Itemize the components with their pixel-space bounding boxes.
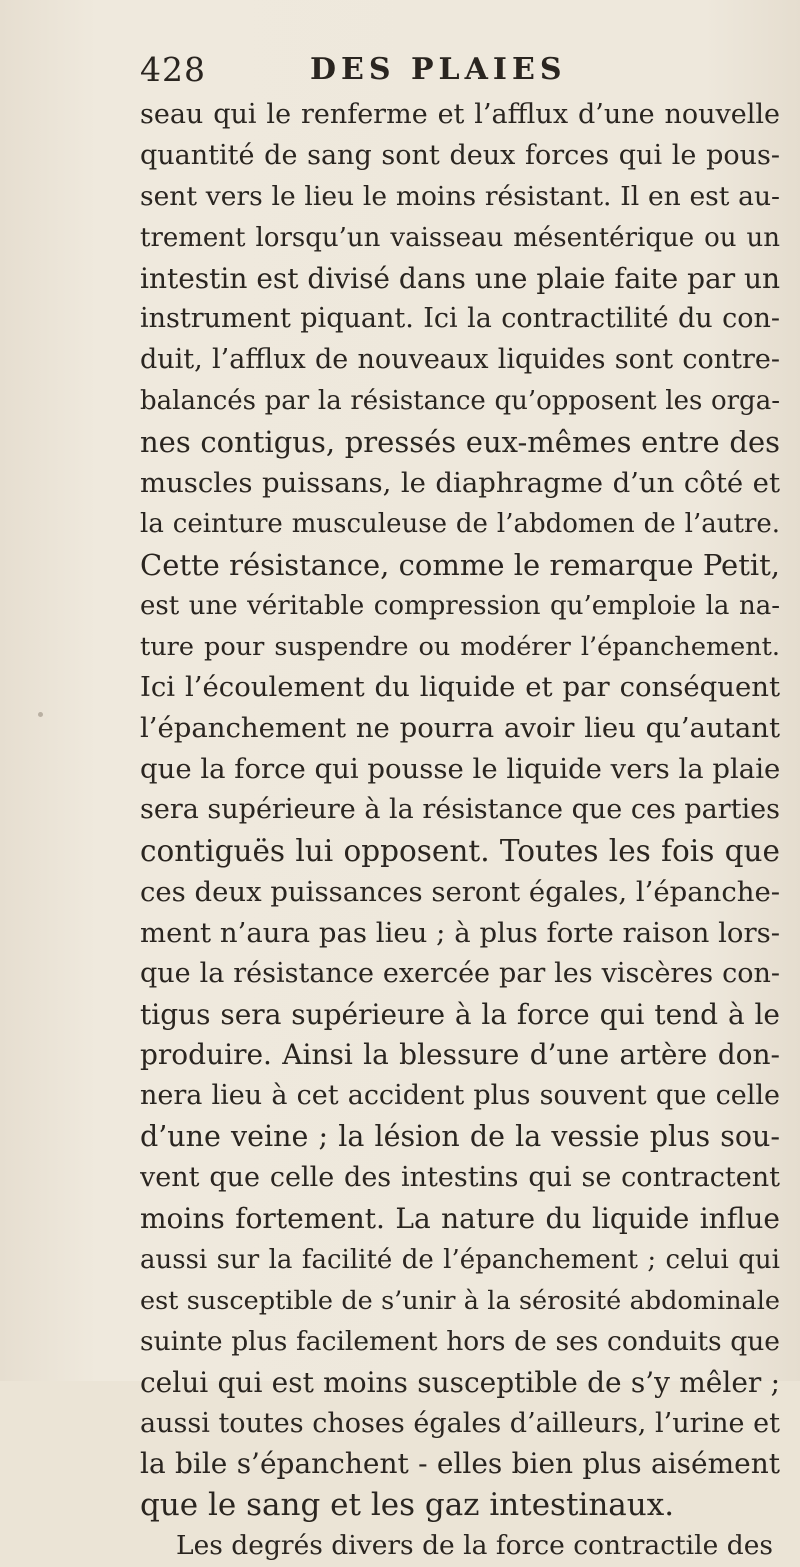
text-line: ment n’aura pas lieu ; à plus forte raison lors- [140,916,780,949]
page-header [140,50,780,90]
text-line: ture pour suspendre ou modérer l’épanchement. [140,631,780,662]
text-line: quantité de sang sont deux forces qui le pous- [140,139,780,171]
text-line: vent que celle des intestins qui se contractent [140,1162,780,1194]
paragraph-start-line: Les degrés divers de la force contractile des [176,1530,773,1562]
text-line: aussi sur la facilité de l’épanchement ; celui qui [140,1244,780,1275]
text-line: seau qui le renferme et l’afflux d’une nouvelle [140,99,780,130]
text-line: instrument piquant. Ici la contractilité du con- [140,303,780,335]
text-line: moins fortement. La nature du liquide influe [140,1202,780,1236]
text-line: contiguës lui opposent. Toutes les fois que [140,834,780,869]
text-line: nera lieu à cet accident plus souvent que celle [140,1080,780,1112]
text-line: la bile s’épanchent - elles bien plus aisément [140,1447,780,1481]
text-line: sent vers le lieu le moins résistant. Il en est au- [140,180,780,212]
text-line: l’épanchement ne pourra avoir lieu qu’autant [140,712,780,745]
text-line: muscles puissans, le diaphragme d’un côté et [140,467,780,500]
text-line: Ici l’écoulement du liquide et par conséquent [140,671,780,704]
text-line: que la résistance exercée par les viscères con- [140,957,780,989]
paragraph-end-line: que le sang et les gaz intestinaux. [140,1487,675,1524]
text-line: est une véritable compression qu’emploie la na- [140,590,780,621]
text-line: aussi toutes choses égales d’ailleurs, l’urine et [140,1407,780,1439]
text-line: est susceptible de s’unir à la sérosité abdominale [140,1285,780,1316]
text-line: ces deux puissances seront égales, l’épanche- [140,875,780,908]
running-title: DES PLAIES [310,52,567,87]
text-line: nes contigus, pressés eux-mêmes entre des [140,425,780,460]
text-line: sera supérieure à la résistance que ces parties [140,794,780,826]
text-line: tigus sera supérieure à la force qui tend à le [140,997,780,1031]
text-line: que la force qui pousse le liquide vers la plaie [140,753,780,786]
text-line: duit, l’afflux de nouveaux liquides sont contre- [140,344,780,376]
body-text [140,95,780,1567]
text-line: la ceinture musculeuse de l’abdomen de l’autre. [140,508,780,539]
text-line: suinte plus facilement hors de ses conduits que [140,1325,780,1357]
text-line: intestin est divisé dans une plaie faite par un [140,261,780,295]
page-number: 428 [140,50,206,89]
text-line: balancés par la résistance qu’opposent les orga- [140,386,780,417]
paper-speck [38,712,43,717]
text-line: celui qui est moins susceptible de s’y mêler ; [140,1365,780,1399]
text-line: trement lorsqu’un vaisseau mésentérique ou un [140,222,780,253]
text-line: d’une veine ; la lésion de la vessie plus sou- [140,1120,780,1154]
text-line: Cette résistance, comme le remarque Petit, [140,547,780,582]
text-line: produire. Ainsi la blessure d’une artère don- [140,1038,780,1072]
